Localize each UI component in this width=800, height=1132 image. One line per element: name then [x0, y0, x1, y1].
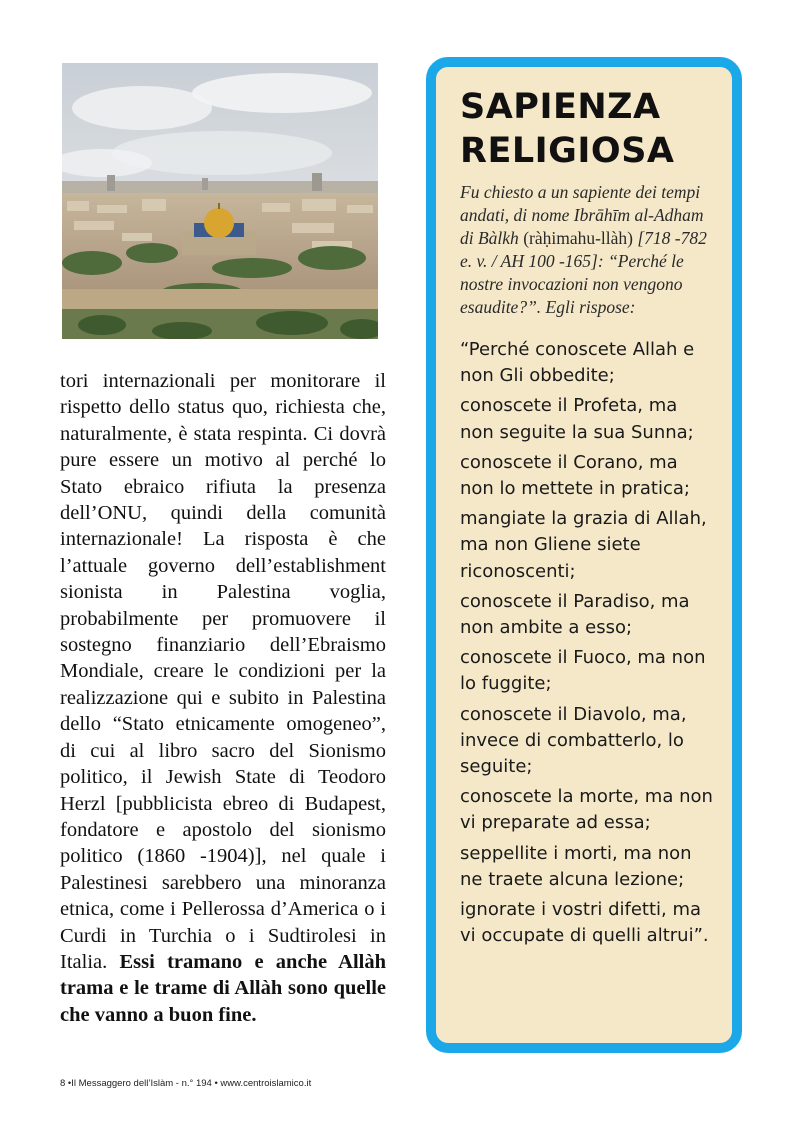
sidebar-box [426, 57, 742, 1053]
article-bold-text: Essi tramano e anche Allàh trama e le trame di Allàh sono quelle che vanno a buon fine. [60, 950, 387, 1026]
box-line: conoscete il Corano, ma non lo mettete in pratica; [460, 451, 690, 500]
box-line: conoscete la morte, ma non vi preparate ad essa; [460, 786, 713, 834]
box-intro-part-3: [718 -782 e. v. / AH 100 -165]: “Perché le nostre invocazioni non vengono esaudite?”. Egli rispose: [460, 228, 707, 317]
article-text: tori internazionali per monitorare il rispetto dello status quo, richiesta che, naturalmente, è stata respinta. Ci dovrà pure essere un motivo al perché lo Stato ebraico rifiuta la presenza dell’ONU, quindi della comunità internazionale! La risposta è che l’attuale governo dell’establishment sionista in Palestina voglia, probabilmente per promuovere il sostegno finanziario dell’Ebraismo Mondiale, creare le condizioni per la realizzazione qui e subito in Palestina dello “Stato etnicamente omogeneo”, di cui al libro sacro del Sionismo politico, il Jewish State di Teodoro Herzl [pubblicista ebreo di Budapest, fondatore e apostolo del sionismo politico (1860 -1904)], nel quale i Palestinesi sarebbero una minoranza etnica, come i Pellerossa d’America o i Curdi in Turchia o i Sudtirolesi in Italia. [60, 370, 386, 973]
box-intro-part-2: (ràḥimahu-llàh) [523, 228, 633, 248]
box-title-line-2: RELIGIOSA [460, 131, 675, 171]
page-footer: 8 •Il Messaggero dell’Islàm - n.° 194 • www.centroislamico.it [60, 1078, 312, 1089]
article-body [60, 368, 386, 1028]
box-line: conoscete il Paradiso, ma non ambite a esso; [460, 590, 690, 639]
sidebar-box-content [460, 85, 714, 953]
box-line: ignorate i vostri difetti, ma vi occupate di quelli altrui”. [460, 899, 709, 947]
box-title-line-1: SAPIENZA [460, 87, 661, 127]
box-intro [460, 181, 714, 319]
box-line: seppellite i morti, ma non ne traete alcuna lezione; [460, 842, 692, 890]
box-line: “Perché conoscete Allah e non Gli obbedite; [460, 339, 695, 387]
box-title [460, 85, 714, 173]
jerusalem-skyline-image [62, 63, 378, 339]
box-intro-part-1: Fu chiesto a un sapiente dei tempi andati, di nome Ibrāhīm al-Adham di Bàlkh [460, 182, 704, 248]
jerusalem-photo [62, 63, 378, 339]
box-line: conoscete il Fuoco, ma non lo fuggite; [460, 647, 706, 695]
box-lines [460, 337, 714, 949]
box-line: conoscete il Diavolo, ma, invece di combatterlo, lo seguite; [460, 703, 687, 778]
box-line: conoscete il Profeta, ma non seguite la sua Sunna; [460, 395, 694, 443]
box-line: mangiate la grazia di Allah, ma non Gliene siete riconoscenti; [460, 508, 707, 582]
